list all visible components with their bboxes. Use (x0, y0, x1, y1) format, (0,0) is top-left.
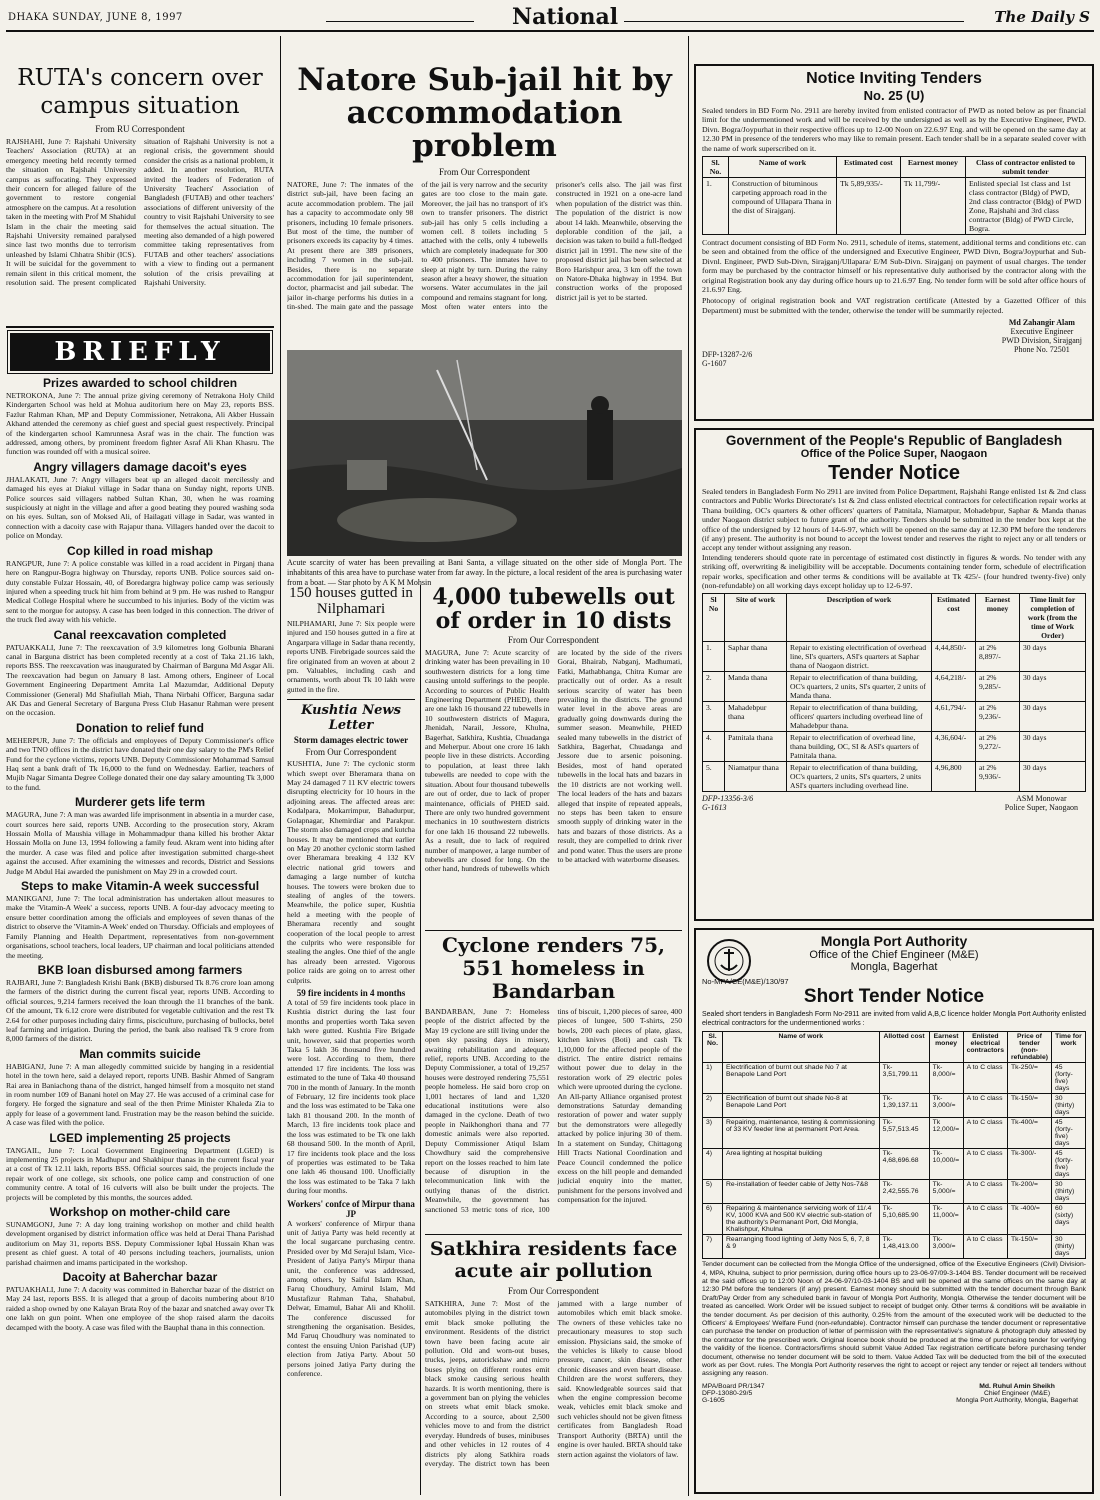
cell: 45 (forty-five) days (1052, 1149, 1086, 1180)
table-row (703, 732, 1086, 762)
cell: Mahadebpur thana (725, 702, 787, 732)
kushtia-subhead-jp: Workers' confce of Mirpur thana JP (287, 1198, 415, 1219)
col-header: Description of work (787, 594, 932, 642)
cell: Rearranging flood lighting of Jetty Nos 5, 6, 7, 8 & 9 (723, 1235, 880, 1259)
cell: 2) (703, 1094, 723, 1118)
cell: Tk 11,799/- (900, 178, 965, 235)
table-row (703, 1204, 1086, 1235)
cell: Tk -400/= (1007, 1204, 1051, 1235)
tender1-table (702, 156, 1086, 235)
col-header: Name of work (723, 1032, 880, 1063)
cell: Tk-3,000/= (929, 1094, 963, 1118)
ruta-byline: From RU Correspondent (95, 124, 185, 134)
cell: Tk-11,000/= (929, 1204, 963, 1235)
table-row (703, 702, 1086, 732)
col-header: Earnest money (976, 594, 1020, 642)
cell: 3) (703, 1118, 723, 1149)
cell: Tk 5,89,935/- (837, 178, 901, 235)
briefly-item-body: RAJBARI, June 7: Bangladesh Krishi Bank (BKB) disbursed Tk 8.76 crore loan among the farmers of the district during the current fiscal year, reports UNB. According to official sources, 9,214 farmers received the loan through the 11 branches of the bank. Of the amount, Tk 6.12 crore were distributed for vegetable cultivation and the rest Tk 2.64 for other purposes including dairy firms, pisciculture, purchasing of bullocks, betel leaf farming and irrigation. During the period, the bank also realised Tk 9 crore from 8,000 farmers of the district. (6, 977, 274, 1044)
cell: Niamatpur thana (725, 762, 787, 792)
briefly-item-headline: Cop killed in road mishap (66, 543, 214, 558)
cell: 4,44,850/- (932, 642, 976, 672)
cell: A to C class (963, 1235, 1007, 1259)
cell: Tk-5,10,685.90 (879, 1204, 929, 1235)
briefly-item-body: SUNAMGONJ, June 7: A day long training workshop on mother and child health development organised by district information office was held at Derai Thana Parishad auditorium on May 31, reports BSS. Deputy Commissioner Iqbal Hussain Khan was present as chief guest. A total of 40 persons including teachers, journalists, union parishad chairmen and imams participated in the workshop. (6, 1220, 274, 1267)
cell: 30 (thirty) days (1052, 1180, 1086, 1204)
tender1-intro: Sealed tenders in BD Form No. 2911 are hereby invited from enlisted contractor of PWD as noted below as per financial limit for the undermentioned work and will be received by the undersigned as well as by the Executive Engineer, PWD. Divn. Bogra/Joypurhat in their respective offices up to 12-00 Noon on 22.6.97 Eng. and will be opened on the same day at 12.30 PM in presence of the tenderers who may like to remain present. Each tender shall be in a separate sealed cover with the name of work superscribed on it. (702, 106, 1086, 153)
briefly-item-headline: Steps to make Vitamin-A week successful (20, 879, 260, 894)
tender2-signer-title: Police Super, Naogaon (1004, 803, 1078, 813)
tender1-title: Notice Inviting Tenders (806, 70, 982, 87)
column-rule (688, 36, 689, 1496)
briefly-list (6, 376, 274, 1332)
cell: Repairing & maintenance servicing work of 11/.4 KV, 1000 KVA and 500 KV electric sub-station of the authority's Permanant Port, Old Mongla, Khalishpur, Khulna (723, 1204, 880, 1235)
cell: 5) (703, 1180, 723, 1204)
table-row (703, 642, 1086, 672)
cell: Tk-1,39,137.11 (879, 1094, 929, 1118)
tender1-para3: Photocopy of original registration book and VAT registration certificate (Attested by a Gazetted Officer of this Department) must be submitted with the tender, otherwise the tender will be summarily rejected. (702, 296, 1086, 315)
cell: 4,61,794/- (932, 702, 976, 732)
cell: 4,96,800 (932, 762, 976, 792)
cell: A to C class (963, 1094, 1007, 1118)
briefly-item-body: HABIGANJ, June 7: A man allegedly committed suicide by hanging in a residential hotel in the town here, said a delayed report, reports UNB. Bashir Ahmed of Sangram Rai area in Baniachong thana of the district, hanged himself from a mosquito net stand in room number 109 of Banani hotel on May 27. He was accused of a criminal case for forgery. He forged the signature and seal of the then Prime Minister Khaleda Zia to apply for lease of a government land. Frustration may be the reason behind the suicide. A case was filed with the police. (6, 1061, 274, 1128)
table-row (703, 1063, 1086, 1094)
ruta-headline: RUTA's concern over campus situation (17, 65, 263, 119)
nilphamari-body: NILPHAMARI, June 7: Six people were injured and 150 houses gutted in a fire at Angarpara village in Sadar thana recently, reports UNB. Firebrigade sources said the fire originated from an woven at about 2 pm. Valuables, including cash and ornaments, worth about Tk 10 lakh were gutted in the fire. (287, 619, 415, 694)
satkhira-article (425, 1238, 682, 1496)
cell: 6) (703, 1204, 723, 1235)
briefly-item-body: MEHERPUR, June 7: The officials and employees of Deputy Commissioner's office and two TNO offices in the district have donated their one day salary to the PM's Relief Fund for the cyclone victims, reports UNB. Deputy Commissioner Mohammad Samsul Haq sent a bank draft of Tk 16,000 to the fund on Wednesday. Earlier, teachers of Mujib Nagar Simanta Degree College donated their one day salary amounting Tk 3,000 to the fund. (6, 735, 274, 792)
briefly-item-body: JHALAKATI, June 7: Angry villagers beat up an alleged dacoit mercilessly and damaged his eyes at Diakul village in Sadar thana on Sunday night, reports UNB. Police sources said villagers nabbed Sultan Khan, 30, when he was roaming suspiciously at night in the village and after a good beating they poured washing soda on his eyes. Sultan, son of Moksed Ali, of Hailagati village in Sadar, was wanted in connection with a dacoity case with Rajapur thana. Villagers handed over the dacoit to police on Monday. (6, 474, 274, 541)
tender2-signer: ASM Monowar (1016, 794, 1067, 804)
cell: 4) (703, 1149, 723, 1180)
cell: Tk-5,000/= (929, 1180, 963, 1204)
kushtia-body-jp: A workers' conference of Mirpur thana unit of Jatiya Party was held recently at the local sugarcane purchasing centre. Presided over by Md Serajul Islam, Vice-President of Jatiya Party's Mirpur thana unit, the conference was addressed, among others, by Saiful Islam Khan, Faruq Choudhury, Amirul Islam, Md Mustafizur Rahman Taha, Shahabul, Delwar, Emamul, Bahar Ali and Kholil. The conference discussed for strengthening the organisation. Besides, Md Faruq Choudhury was nominated to contest the ensuing Union Parishad (UP) election from Jatiya Party. About 50 persons joined Jatiya Party during the conference. (287, 1218, 415, 1379)
cell: 3. (703, 702, 725, 732)
col-header: Class of contractor enlisted to submit tender (966, 157, 1086, 178)
briefly-item-body: PATUAKHALI, June 7: A dacoity was committed in Baherchar bazar of the district on May 24 last, reports BSS. It is alleged that a group of dacoits numbering about 8/10 raided a shop owned by one Kalayan Brata Roy of the bazar and snatched away over Tk one lakh on gun point. When one employee of the shop raised alarm the dacoits decamped with the booty. A case was filed with the Bauphal thana in this connection. (6, 1285, 274, 1332)
tender3-pr-code: MPA/Board PR/1347 (702, 1382, 765, 1390)
briefly-item-headline: Prizes awarded to school children (42, 376, 238, 390)
news-photo (287, 350, 682, 556)
col-header: Sl. No. (703, 157, 729, 178)
col-header: Name of work (729, 157, 837, 178)
satkhira-byline: From Our Correspondent (508, 1286, 599, 1296)
briefly-item-headline: Canal reexcavation completed (53, 627, 227, 642)
tender1-signer-office: PWD Division, Sirajganj (1001, 336, 1082, 346)
cell: 45 (forty-five) days (1052, 1063, 1086, 1094)
briefly-banner: BRIEFLY (10, 333, 270, 371)
tender-notice-pwd (694, 64, 1094, 421)
tender2-title: Tender Notice (828, 462, 960, 484)
tender3-signer-title: Chief Engineer (M&E) (983, 1389, 1051, 1397)
cell: Enlisted special 1st class and 1st class contractor (Bldg) of PWD, 2nd class contractor (Bldg) of PWD Zone, Rajshahi and 3rd class contractor (Bldg) of PWD Circle, Bogra. (966, 178, 1086, 235)
cell: 30 days (1020, 672, 1086, 702)
cell: Tk-4,68,696.68 (879, 1149, 929, 1180)
cell: 1) (703, 1063, 723, 1094)
tender1-g-code: G-1607 (702, 359, 727, 369)
cell: Tk 12,000/= (929, 1118, 963, 1149)
briefly-item-headline: Donation to relief fund (76, 720, 204, 735)
ruta-body: RAJSHAHI, June 7: Rajshahi University Teachers' Association (RUTA) at an emergency meeting held recently termed the situation on Rajshahi University campus as suffocating. They expressed their concern for alleged failure of the government to restore congenial atmosphere on the campus. At a resolution taken in the meeting with Prof M Shahidul Islam in the chair the meeting said Rajshahi University remained paralysed since last two months due to terrorism unleashed by Islami Chhatra Shibir (ICS). It will be suicidal for the government to remain silent in this critical moment, the resolution said. The present complicated situation of Rajshahi University is not a regional crisis, the government should consider the crisis as a national problem, it added. In another resolution, RUTA invited the leaders of Federation of University Teachers' Association of Bangladesh (FUTAB) and other teachers' associations of different university of the country to visit Rajshahi University to see for themselves the actual situation. The meeting also demanded of a high powered committee taking representatives from FUTAB and other teachers' associations with a view to finding out a permanent solution of the crisis prevailing at Rajshahi University. (6, 137, 274, 288)
tender2-para2: Intending tenderers should quote rate in percentage of estimated cost distinctly in figures & words. No tender with any striking off, overwriting & ineligibility will be acceptable. Documents containing tender form, schedule of electrification repair works, specification and other terms & conditions will be available at Tk 425/- (four hundred twenty-five) only (non-refundable) on all working days except holiday up to 12-6-97. (702, 552, 1086, 591)
tender2-table (702, 593, 1086, 792)
cell: Tk-300/- (1007, 1149, 1051, 1180)
cell: 60 (sixty) days (1052, 1204, 1086, 1235)
tender3-signer: Md. Ruhul Amin Sheikh (979, 1382, 1055, 1390)
cyclone-headline: Cyclone renders 75, 551 homeless in Bandarban (442, 934, 665, 1003)
col-header: Site of work (725, 594, 787, 642)
tender-notice-mongla (694, 928, 1094, 1494)
tubewells-headline: 4,000 tubewells out of order in 10 dists (432, 585, 675, 634)
table-row (703, 1149, 1086, 1180)
cell: A to C class (963, 1180, 1007, 1204)
tubewells-article (425, 585, 682, 925)
tender3-title: Short Tender Notice (803, 986, 985, 1007)
cell: 30 days (1020, 732, 1086, 762)
tender3-org: Mongla Port Authority (820, 933, 968, 949)
briefly-item-headline: Murderer gets life term (74, 795, 206, 810)
table-row (703, 1235, 1086, 1259)
cell: A to C class (963, 1149, 1007, 1180)
kushtia-subhead: Storm damages electric tower (293, 735, 409, 746)
cell: Repairing, maintenance, testing & commissioning of 33 KV feeder line at permanent Port Area. (723, 1118, 880, 1149)
cell: 30 days (1020, 702, 1086, 732)
masthead-rule (618, 21, 964, 22)
cell: Tk-3,51,799.11 (879, 1063, 929, 1094)
tender3-office: Office of the Chief Engineer (M&E) (809, 949, 979, 961)
tender3-signer-org: Mongla Port Authority, Mongla, Bagerhat (956, 1396, 1078, 1404)
cyclone-article (425, 934, 682, 1234)
cell: Repair to electrification of overhead line, thana building, OC, SI & ASI's quarters of Patnitala thana. (787, 732, 932, 762)
tender2-g-code: G-1613 (702, 803, 727, 813)
cell: Repair to electrification of thana building, officers' quarters including overhead line of Mahadebpur thana. (787, 702, 932, 732)
cell: Tk-5,57,513.45 (879, 1118, 929, 1149)
cell: 45 (forty-five) days (1052, 1118, 1086, 1149)
tender2-intro: Sealed tenders in Bangladesh Form No 2911 are invited from Police Department, Rajshahi Range enlisted 1st & 2nd class contractors and Public Works Directorate's 1st & 2nd class enlisted electrical contractors for celectification repair works at Thana building, OC's quarters & other officers' quarters of Patnitala, Niamatpur, Mohadebpur, Saphar & Manda thanas under Naogaon district subject to future grant of the authority. Tenders should be submitted in the tender box kept at the office of the undersigned by 12 hours of 14-6-97, which will be opened on the same day at 12.30 PM before the tenderers (if any) present. The authority is not bound to accept the lowest tender and reserves the right to reject any or all tenders or accept any tender without assigning any reason. (702, 487, 1086, 553)
tender3-dfp-code: DFP-13080-29/5 (702, 1389, 753, 1397)
briefly-item-headline: Dacoity at Baherchar bazar (62, 1270, 218, 1285)
col-header: Time for work (1052, 1032, 1086, 1063)
briefly-item-headline: LGED implementing 25 projects (49, 1130, 231, 1145)
tender3-intro: Sealed short tenders in Bangladesh Form No-2911 are invited from valid A,B,C licence holder Mongla Port Authority enlisted electrical contractors for the undermentioned works : (702, 1011, 1086, 1027)
cell: at 2% 9,936/- (976, 762, 1020, 792)
cell: A to C class (963, 1118, 1007, 1149)
tender3-ref: No-MPA/CE(M&E)/130/97 (702, 977, 789, 986)
cell: 1. (703, 642, 725, 672)
cell: Tk-10,000/= (929, 1149, 963, 1180)
divider (287, 699, 415, 700)
cell: Electrification of burnt out shade No-8 at Benapole Land Port (723, 1094, 880, 1118)
cell: at 2% 9,236/- (976, 702, 1020, 732)
tender1-number: No. 25 (U) (863, 88, 925, 103)
table-row (703, 178, 1086, 235)
tender3-g-code: G-1605 (702, 1396, 725, 1404)
tender3-table (702, 1031, 1086, 1259)
briefly-item-body: PATUAKKALI, June 7: The reexcavation of 3.9 kilometres long Golbunia Bharani canal in Barguna district has been completed recently at a cost of Taka 21.16 lakh, reports BSS. The reexcavation was inaugurated by Chairman of Barguna Md Asgar Ali. The reexcavation had begun on January 8 last. Among others, Engineer of Local Government Engineering Department Amrita Lal Mazumdar, Additional Deputy Commissioner (General) Md Shafiullah Miah, Thana Nirbahi Officer, Barguna sadar AK Das and General Secretary of Barguna Press Club Hasanur Rahman were present on the occasion. (6, 642, 274, 718)
table-row (703, 1094, 1086, 1118)
tender1-para2: Contract document consisting of BD Form No. 2911, schedule of items, statement, additional terms and conditions etc. can be seen and obtained from the office of the undersigned and Executive Engineer, PWD Divn, Bogra/Joypurhat and Sub-Divnl. Engineer, PWD Sub-Divn, Sirajganj/Ullapara/ E/M Sub-Divn. Sirajganj on payment of usual charges. The tender form may be purchased by the contractor himself or his representative duly authorised by the contractor along with the original Registration book any day during office hours up to 21.6.97 Eng. No tender form will be sold after office hours of 21.6.97 Eng. (702, 238, 1086, 295)
col-header: Time limit for completion of work (from the time of Work Order) (1020, 594, 1086, 642)
cell: Tk-2,42,555.76 (879, 1180, 929, 1204)
satkhira-body: SATKHIRA, June 7: Most of the automobiles plying in the district town emit black smoke polluting the environment. Residents of the district town have been facing acute air pollution. Old and worn-out buses, trucks, jeeps, autorickshaw and micro buses plying on different routes emit black smoke causing serious health hazards. It is worth mentioning, there is a government ban on plying the vehicles on streets what emit black smoke. According to a source, about 2,500 vehicles move to and from the district everyday. Hundreds of buses, minibuses and other vehicles in 12 routes of 4 districts ply along Satkhira roads everyday. The district town has been jammed with a large number of automobiles which emit black smoke. The owners of these vehicles take no precautionary measures to stop such emission. Physicians said, the smoke of the vehicles is likely to cause blood pressure, cancer, skin disease, other chronic diseases and even heart disease. Children are the worst sufferers, they said. Knowledgeable sources said that when the engine compression become weak, vehicles emit black smoke and such vehicles should not be given fitness certificates from Bangladesh Road Transport Authority (BRTA) until the engine is over hauled. BRTA should take stern action against the violators of law. (425, 1299, 682, 1468)
cell: Patnitala thana (725, 732, 787, 762)
cell: Repair to existing electrification of overhead line, SI's quarters, ASI's quarters at Saphar thana of Naogaon district. (787, 642, 932, 672)
natore-body: NATORE, June 7: The inmates of the district sub-jail, have been facing an acute accommodation problem. The jail has a capacity to accommodate only 98 prisoners, including 10 female prisoners. But most of the time, the number of prisoners exceeds its capacity by 4 times. At present there are 389 prisoners, including 7 women in the sub-jail. Besides, there is no separate accommodation for jail superintendent, doctor, pharmacist and jail subedar. The jailor in-charge performs his duties in a tin-shed. The main gate and the passage of the jail is very narrow and the security gates are too close to the main gate. Moreover, the jail has no transport of it's own to transfer prisoners. The district sub-jail has only 5 cells including a women cell. 8 toilets including 5 attached with the cells, only 4 tubewells which are completely inadequate for 300 to 400 prisoners. The inmates have to sleep at night by turn. During the rainy season after a heavy shower, the situation worsens. Water accumulates in the jail compound and remains stagnant for long. Most often water enters into the prisoner's cells also. The jail was first constructed in 1921 on a one-acre land when population of the district was thin. The population of the district is now about 14 lakh. Meanwhile, observing the deplorable condition of the jail, a decision was taken to build a full-fledged district jail in 1991. The new site of the proposed district jail has been selected at Boro Harishpur area, 3 km off the town on Natore-Dhaka highway in 1994. But construction works of the proposed district jail is yet to be started. (287, 180, 682, 312)
cell: 30 days (1020, 762, 1086, 792)
tender2-office: Office of the Police Super, Naogaon (800, 448, 988, 460)
cell: at 2% 9,285/- (976, 672, 1020, 702)
briefly-item-headline: Angry villagers damage dacoit's eyes (33, 459, 247, 474)
col-header: Earnest money (929, 1032, 963, 1063)
column-rule (420, 585, 421, 1495)
cell: Tk-200/= (1007, 1180, 1051, 1204)
satkhira-headline: Satkhira residents face acute air pollution (429, 1238, 678, 1282)
col-header: Price of tender (non-refundable) (1007, 1032, 1051, 1063)
briefly-item-body: RANGPUR, June 7: A police constable was killed in a road accident in Pirganj thana here on Rangpur-Bogra highway on Thursday, reports UNB. Police sources said on-duty constable Fulzar Hossain, 40, of Boredargra highway police camp was seriously injured when a speeding truck hit him from behind at 9 pm. He was rushed to Rangpur Medical College Hospital where he succumbed to his injuries. Body of the victim was sent to the morgue for autopsy. A case has been lodged in this connection. The driver of the truck fled away with his vehicle. (6, 558, 274, 625)
photo-caption: Acute scarcity of water has been prevailing at Bani Santa, a village situated on the other side of Mongla Port. The inhabitants of this area have to purchase water from far away. In the picture, a local resident of the area is purchasing water from a boat. — Star photo by A K M Mohsin (287, 558, 682, 587)
briefly-item-headline: BKB loan disbursed among farmers (37, 962, 243, 977)
cell: Tk-400/= (1007, 1118, 1051, 1149)
col-header: Allotted cost (879, 1032, 929, 1063)
cell: Construction of bituminous carpeting approach road in the compound of Ullapara Thana in the dist of Sirajganj. (729, 178, 837, 235)
cell: Tk-150/= (1007, 1235, 1051, 1259)
col-header: Sl No (703, 594, 725, 642)
section-title: National (506, 4, 624, 30)
nilphamari-headline: 150 houses gutted in Nilphamari (289, 585, 413, 617)
col-header: Earnest money (900, 157, 965, 178)
cell: 30 (thirty) days (1052, 1094, 1086, 1118)
tender1-dfp-code: DFP-13287-2/6 (702, 350, 753, 360)
cell: Saphar thana (725, 642, 787, 672)
kushtia-body: KUSHTIA, June 7: The cyclonic storm which swept over Bheramara thana on May 24 damaged 7 11 KV electric towers disrupting electricity for 10 hours in the adjoining areas. The affected areas are: Kodalpara, Mokarrimpur, Bahadurpur, Golapnagar, Khemirdiar and Parakpur. The storm also damaged crops and kutcha houses. It may be mentioned that earlier on May 20 another cyclonic storm lashed over Bheramara breaking 4 132 KV electric national grid towers and damaging a large number of kutcha houses. The towers were broken due to stealing of angles of the towers. Meanwhile, the police super, Kushtia held a meeting with the people of Bheramara recently and sought cooperation of the local people to arrest the culprits who were responsible for stealing the angles. One thief of the angle has already been arrested. Vigorous police raids are going on to arrest other culprits. (287, 759, 415, 985)
cell: A to C class (963, 1063, 1007, 1094)
cell: Repair to electrification of thana building, OC's quarters, 2 units, SI's quarters, 2 units ASI's quarters including overhead line. (787, 762, 932, 792)
table-row (703, 672, 1086, 702)
cell: 5. (703, 762, 725, 792)
tender1-phone: Phone No. 72501 (1014, 345, 1070, 355)
cell: at 2% 8,897/- (976, 642, 1020, 672)
divider (425, 1234, 682, 1235)
cell: Tk-3,000/= (929, 1235, 963, 1259)
briefly-item-body: MANIKGANJ, June 7: The local administration has undertaken allout measures to make the 'Vitamin-A Week' a success, reports UNB. A four-day advocacy meeting to ensure better coordination among the officials and employees of seven thanas of the district to observe the 'Vitamin-A Week' ended on Thursday. Officials and employees of Family Planning and Health Department, representatives from non-government organisations, school teachers, local leaders, UP chairman and local politicians attended the meeting. (6, 894, 274, 960)
cell: 30 (thirty) days (1052, 1235, 1086, 1259)
column-rule (280, 36, 281, 1496)
tender3-place: Mongla, Bagerhat (850, 961, 938, 973)
col-header: Estimated cost (837, 157, 901, 178)
kushtia-body-fire: A total of 59 fire incidents took place in Kushtia district during the last four months and properties worth Taka seven lakh were gutted. Kushtia Fire Brigade unit, however, said that properties worth Taka 5 lakh 36 thousand five hundred were lost. According to them, there attended 17 fire incidents. The loss was estimated to the tune of Taka 40 thousand 700 in the month of January. In the month of February, 12 fire incidents took place and the loss was estimated to be Taka one lakh 81 thousand 200. In the month of March, 13 fire incidents took place and the loss was estimated to be Tk one lakh 68 thousand 500. In the month of April, 17 fire incidents took place and the loss of properties was estimated to be Taka one lakh 46 thousand 100. Unofficially the loss was estimated to be Taka 7 lakh during four months. (287, 998, 415, 1196)
kushtia-masthead: Kushtia News Letter (301, 703, 401, 734)
cell: 1. (703, 178, 729, 235)
cell: Electrification of burnt out shade No 7 at Benapole Land Port (723, 1063, 880, 1094)
kushtia-byline: From Our Correspondent (305, 747, 397, 758)
nilphamari-kushtia-column (287, 585, 415, 1495)
briefly-item-body: MAGURA, June 7: A man was awarded life imprisonment in absentia in a murder case, court sources here said, reports UNB. According to the prosecution story, Akram Hossain Molla of Maushia village in Mohammadpur thana killed his brother Aktar Hossain Molla on June 13, 1994 following a family feud. Akram went into hiding after the murder. A case was filed and police after investigation submitted charge-sheet against the accused. After examining the witnesses and records, District and Sessions Judge M Abdul Hai awarded the punishment on May 29 in a crowded court. (6, 810, 274, 876)
table-row (703, 1118, 1086, 1149)
table-row (703, 1180, 1086, 1204)
cyclone-body: BANDARBAN, June 7: Homeless people of the district affected by the May 19 cyclone are still living under the open sky passing days in misery, awaiting rehabilitation and adequate relief, reports UNB. According to the Deputy Commissioner, a total of 19,257 houses were destroyed rendering 75,551 people homeless. He said boro crop on 1,001 hectares of land and 1,320 educational institutions were also damaged in the cyclone. Death of two people in Naikhonghori thana and 77 domestic animals were also reported. Deputy Commissioner Atiqul Islam Chowdhury said the comprehensive report on the losses reached to him late because of disruption in the telecommunication link with the outlying thanas of the district. Meanwhile, the government has sanctioned 53 metric tons of rice, 100 tins of biscuit, 1,200 pieces of saree, 400 pieces of lungee, 500 T-shirts, 250 bowls, 200 each pieces of plate, glass, kitchen knives (Boti) and cash Tk 1,10,000 for the affected people of the district. The entire district remains without power due to delay in the restoration work of 29 electric poles which were uprooted during the cyclone. An All-party Alliance organised protest demonstrations Saturday demanding restoration of power and water supply but the demonstrators were allegedly attacked by police injuring 30 of them. In a statement on Sunday, Chittagong Hill Tracts National Coordination and Peace Council condemned the police excess on the hill people and demanded judicial enquiry into the matter, punishment for the persons involved and compensation for the injured. (425, 1007, 682, 1214)
cell: Area lighting at hospital building (723, 1149, 880, 1180)
cell: Tk-150/= (1007, 1094, 1051, 1118)
cell: 7) (703, 1235, 723, 1259)
tender1-signer-title: Executive Engineer (1010, 327, 1074, 337)
mongla-port-logo (706, 938, 752, 984)
cell: 2. (703, 672, 725, 702)
masthead-rule (326, 21, 474, 22)
tender2-gov: Government of the People's Republic of Bangladesh (725, 433, 1063, 448)
briefly-item-body: NETROKONA, June 7: The annual prize giving ceremony of Netrakona Holy Child Kindergarten School was held at Mohua auditorium here on May 23, reports BSS. Fazlur Rahman Khan, MP and Deputy Commissioner, Netrakona, Ali Akber Hussain Akhand attended the ceremony as chief guest and special guest respectively. Principal of the kindergarten school Kamrunnesa Asraf was in the chair. The function was addressed, among others, by prominent freedom fighter Asraf Ali Khan Khasru. The function was rounded off with a musical soiree. (6, 391, 274, 457)
tender3-body: Tender document can be collected from the Mongla Office of the undersigned, office of the Executive Engineers (Civil) Division-4, MPA, Khulna, subject to prior permission, during office hours up to 23-06-97/09-3-1404 BS. Tender document will be received at the said offices up to 12:00 Noon of 24-06-97/10-03-1404 BS and will be opened at the same offices on the same day at 12:30 PM before the tenderers (if any) present. Earnest money should be submitted with the tender document through Bank Draft/Pay Order from any scheduled bank in favour of Mongla Port Authority, Mongla. Otherwise the tender document will be treated as cancelled. Work Order will be issued subject to receipt of budget only. Other terms & conditions will be available in the tender document. As per decision of this authority, 0.25% from the amount of the executed work will be deducted to the Officers' & Employees' Welfare Fund (non-refundable). Contractor himself can purchase the tender document or representative can purchase the tender on production of letter of permission with the representative's signature & photograph duly attested by the contractor for the prescribed work. Original licence book should be produced at the time of purchasing tender for verifying the validity of the licence. Contractors/firms should submit Value Added Tax registration certificate before purchasing tender document, otherwise no tender document will be sold to them. Value Added Tax will be deducted from the bill of the executed work as per Govt. rules. The Mongla Port Authority reserves the right to accept or reject any tender or reject all tenders without assigning any reason. (702, 1261, 1086, 1378)
masthead (6, 4, 1094, 32)
col-header: Enlisted electrical contractors (963, 1032, 1007, 1063)
cell: 4,64,218/- (932, 672, 976, 702)
cell: Tk-8,000/= (929, 1063, 963, 1094)
briefly-item-body: TANGAIL, June 7: Local Government Engineering Department (LGED) is implementing 25 projects in Madhupur and Shakhipur thanas in the current fiscal year at a cost of Tk 12.11 lakh, reports BSS. Official sources said, the projects include the repair work of one college, six schools, one police camp and construction of one community centre. A total of 16 culverts will also be built under the projects. The projects will be completed by this months, the sources added. (6, 1145, 274, 1202)
photo-water-boat (287, 350, 682, 556)
cell: Manda thana (725, 672, 787, 702)
cell: at 2% 9,272/- (976, 732, 1020, 762)
briefly-column (6, 330, 274, 1496)
ruta-article (6, 64, 274, 328)
cell: 4. (703, 732, 725, 762)
natore-article (287, 64, 682, 344)
kushtia-subhead-fire: 59 fire incidents in 4 months (296, 988, 406, 998)
briefly-item-headline: Man commits suicide (79, 1046, 201, 1061)
tender-notice-police (694, 428, 1094, 921)
tubewells-body: MAGURA, June 7: Acute scarcity of drinking water has been prevailing in 10 southwestern districts for a long time causing untold sufferings to the people. According to sources of Public Health Engineering Department (PHED), there are one lakh 16 thousand 22 tubewells in 10 southwestern districts of Magura, Jhenidah, Narail, Jessore, Khulna, Bagerhat, Satkhira, Kushtia, Chuadanga and Meherpur. About one crore 16 lakh people live in these districts. According to population, at least three lakh tubewells are needed to cope with the situation. About four thousand tubewells are out of order, due to lack of proper maintenance, officials of PHED said. There are only two hundred government mechanics in 10 southwestern districts for one lakh 16 thousand 22 tubewells. As a result, due to lack of required number of manpower, a large number of tubewells are closed for long. On the other hand, hundreds of tubewells which are located by the side of the rivers Gorai, Bhairab, Nabganj, Madhumati, Fatki, Mathabhanga, Chitra Kumar are practically out of order. As a result serious scarcity of water has been prevailing in the districts. The ground water level in the above areas are gradually going downwards during the summer season. Meanwhile, PHED sealed many tubewells in the district of Satkhira, Bagerhat, Chuadanga and Jessore due to arsenic poisoning. Besides, most of hand operated tubewells in the local hats and bazars in the 10 districts are not working well. The local leaders of the hats and bazars alleged that inspite of repeated appeals, no steps has been taken to ensure smooth supply of drinking water in the hats and bazars of those districts. As a result, they are compelled to drink river and pond water. Thus the users are prone to be attacked with waterborne diseases. (425, 648, 682, 874)
cell: Tk-1,48,413.00 (879, 1235, 929, 1259)
briefly-item-headline: Workshop on mother-child care (49, 1205, 231, 1220)
tender2-dfp-code: DFP-13356-3/6 (702, 794, 754, 804)
natore-headline: Natore Sub-jail hit by accommodation problem (297, 64, 672, 164)
tender1-signer: Md Zahangir Alam (1008, 318, 1075, 328)
table-row (703, 762, 1086, 792)
cell: Tk-250/= (1007, 1063, 1051, 1094)
cell: 30 days (1020, 642, 1086, 672)
natore-byline: From Our Correspondent (439, 167, 530, 177)
issue-date: DHAKA SUNDAY, JUNE 8, 1997 (8, 12, 183, 23)
cell: Repair to electrification of thana building, OC's quarters, 2 units, SI's quarter, 2 units of Manda thana. (787, 672, 932, 702)
col-header: Sl. No. (703, 1032, 723, 1063)
newspaper-brand: The Daily S (994, 8, 1090, 26)
cell: Re-installation of feeder cable of Jetty Nos-7&8 (723, 1180, 880, 1204)
divider (6, 326, 274, 328)
divider (425, 930, 682, 931)
col-header: Estimated cost (932, 594, 976, 642)
cell: 4,36,604/- (932, 732, 976, 762)
tubewells-byline: From Our Correspondent (508, 635, 599, 645)
cell: A to C class (963, 1204, 1007, 1235)
